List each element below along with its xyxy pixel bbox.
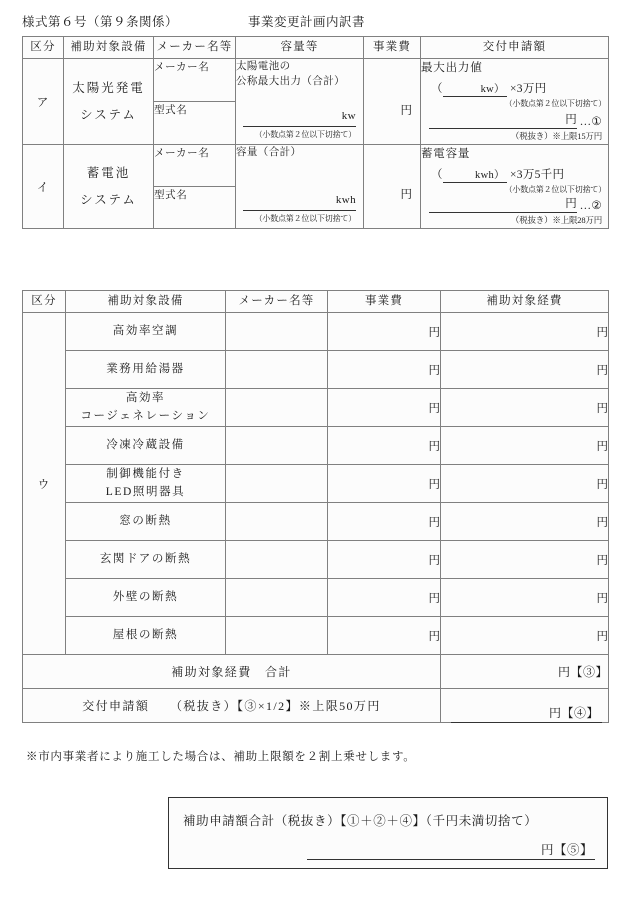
grant-input-battery[interactable]: kwh） — [443, 167, 507, 183]
grant-title-battery: 蓄電容量 — [421, 148, 471, 160]
summary-value-total-eligible[interactable]: 円【③】 — [441, 655, 609, 689]
equipment-name — [66, 503, 226, 541]
project-cost-field[interactable]: 円 — [328, 541, 441, 579]
equipment-name — [66, 389, 226, 427]
equipment-table-1 — [22, 36, 609, 229]
table-row — [23, 541, 609, 579]
table1-header-row — [23, 37, 609, 59]
grant-calc-suffix: ×3万5千円 — [510, 169, 565, 181]
capacity-input-battery[interactable] — [243, 193, 356, 211]
eligible-cost-field[interactable]: 円 — [441, 579, 609, 617]
equipment-name-line2: システム — [80, 192, 137, 207]
project-cost-field[interactable]: 円 — [328, 579, 441, 617]
eligible-cost-field[interactable]: 円 — [441, 351, 609, 389]
table-row-solar — [23, 59, 609, 102]
eligible-cost-field[interactable]: 円 — [441, 427, 609, 465]
grant-cell-battery[interactable] — [421, 145, 609, 229]
capacity-unit: kw — [341, 110, 356, 123]
table-row — [23, 579, 609, 617]
maker-field[interactable] — [226, 541, 328, 579]
maker-field[interactable] — [226, 427, 328, 465]
header-project-cost: 事業費 — [364, 37, 421, 59]
equipment-name-line1: 窓の断熱 — [119, 514, 172, 527]
capacity-input-solar[interactable] — [243, 109, 356, 127]
maker-field-solar[interactable] — [154, 59, 236, 102]
summary-value-grant-request[interactable] — [441, 689, 609, 723]
equipment-name-line1: 高効率 — [125, 392, 166, 405]
capacity-label-line2: 公称最大出力（合計） — [236, 76, 345, 88]
grant-input-solar[interactable]: kw） — [443, 81, 507, 97]
maker-field[interactable] — [226, 579, 328, 617]
capacity-cell-battery[interactable] — [236, 145, 364, 229]
table-row — [23, 351, 609, 389]
project-cost-field[interactable]: 円 — [328, 427, 441, 465]
header-grant-amount: 交付申請額 — [421, 37, 609, 59]
eligible-cost-field[interactable]: 円 — [441, 389, 609, 427]
summary-label-total-eligible: 補助対象経費 合計 — [23, 655, 441, 689]
grant-calc-prefix: （ — [431, 83, 443, 95]
header-maker: メーカー名等 — [154, 37, 236, 59]
page-title: 事業変更計画内訳書 — [248, 15, 366, 29]
model-field-solar[interactable] — [154, 102, 236, 145]
equipment-name — [66, 541, 226, 579]
grant-tax-note-battery: （税抜き）※上限28万円 — [510, 215, 602, 225]
header-capacity: 容量等 — [236, 37, 364, 59]
grant-total-input-battery[interactable] — [429, 195, 577, 213]
grant-request-input[interactable]: 円【④】 — [451, 704, 602, 723]
project-cost-unit: 円 — [400, 105, 412, 117]
table-row — [23, 465, 609, 503]
eligible-cost-field[interactable]: 円 — [441, 465, 609, 503]
capacity-cell-solar[interactable] — [236, 59, 364, 145]
grant-calc-suffix: ×3万円 — [510, 83, 547, 95]
equipment-name-line1: 玄関ドアの断熱 — [99, 552, 192, 565]
maker-field[interactable] — [226, 351, 328, 389]
capacity-label-line1: 容量（合計） — [236, 147, 302, 158]
model-label: 型式名 — [154, 190, 188, 201]
equipment-name-line2: システム — [80, 107, 137, 122]
header-equipment: 補助対象設備 — [66, 291, 226, 313]
equipment-name-line1: 太陽光発電 — [72, 81, 145, 96]
total-application-box — [168, 797, 608, 869]
project-cost-field[interactable]: 円 — [328, 503, 441, 541]
header-equipment: 補助対象設備 — [64, 37, 154, 59]
project-cost-cell-solar[interactable] — [364, 59, 421, 145]
maker-label: メーカー名 — [154, 62, 210, 73]
equipment-name — [66, 579, 226, 617]
table-row — [23, 313, 609, 351]
equipment-name-line1: 蓄電池 — [86, 166, 131, 181]
eligible-cost-field[interactable]: 円 — [441, 503, 609, 541]
capacity-note: （小数点第２位以下切捨て） — [254, 214, 356, 224]
grant-marker-battery: …② — [579, 200, 602, 212]
eligible-cost-field[interactable]: 円 — [441, 313, 609, 351]
equipment-table-2 — [22, 290, 609, 723]
table2-header-row — [23, 291, 609, 313]
equipment-name — [66, 617, 226, 655]
summary-label-grant-request: 交付申請額 （税抜き）【③×1/2】※上限50万円 — [23, 689, 441, 723]
header-eligible-cost: 補助対象経費 — [441, 291, 609, 313]
equipment-name-line1: 業務用給湯器 — [106, 362, 185, 375]
project-cost-field[interactable]: 円 — [328, 389, 441, 427]
maker-field[interactable] — [226, 503, 328, 541]
table-row — [23, 617, 609, 655]
grant-tax-note-solar: （税抜き）※上限15万円 — [510, 131, 602, 141]
row-equipment-solar — [64, 59, 154, 145]
equipment-name-line1: 外壁の断熱 — [112, 590, 179, 603]
table-row — [23, 503, 609, 541]
total-application-label: 補助申請額合計（税抜き）【①＋②＋④】（千円未満切捨て） — [183, 814, 538, 828]
summary-row-total-eligible — [23, 655, 609, 689]
capacity-label-line1: 太陽電池の — [236, 61, 291, 72]
equipment-name-line2: コージェネレーション — [80, 409, 211, 422]
grant-total-unit: 円 — [565, 198, 577, 210]
table-row-battery — [23, 145, 609, 187]
grant-calc-note-solar: （小数点第２位以下切捨て） — [504, 99, 606, 108]
maker-field[interactable] — [226, 313, 328, 351]
maker-field[interactable] — [226, 389, 328, 427]
header-kubun: 区分 — [23, 291, 66, 313]
maker-field[interactable] — [226, 465, 328, 503]
grant-calc-prefix: （ — [431, 169, 443, 181]
project-cost-cell-battery[interactable] — [364, 145, 421, 229]
maker-field[interactable] — [226, 617, 328, 655]
equipment-name — [66, 351, 226, 389]
project-cost-field[interactable]: 円 — [328, 465, 441, 503]
maker-label: メーカー名 — [154, 148, 210, 159]
grant-total-input-solar[interactable] — [429, 111, 577, 129]
total-application-input[interactable]: 円【⑤】 — [307, 840, 595, 860]
grant-title-solar: 最大出力値 — [421, 62, 483, 74]
equipment-name-line1: 屋根の断熱 — [112, 628, 179, 641]
grant-calc-battery[interactable] — [431, 166, 608, 183]
equipment-name — [66, 465, 226, 503]
equipment-name-line1: 制御機能付き — [106, 468, 185, 481]
grant-calc-solar[interactable] — [431, 80, 608, 97]
document-header — [22, 12, 608, 34]
grant-total-unit: 円 — [565, 114, 577, 126]
grant-cell-solar[interactable] — [421, 59, 609, 145]
header-kubun: 区分 — [23, 37, 64, 59]
maker-field-battery[interactable] — [154, 145, 236, 187]
row-kubun-a: ア — [23, 59, 64, 145]
grant-marker-solar: …① — [579, 116, 602, 128]
capacity-note: （小数点第２位以下切捨て） — [254, 130, 356, 140]
row-equipment-battery — [64, 145, 154, 229]
eligible-cost-field[interactable]: 円 — [441, 541, 609, 579]
grant-calc-note-battery: （小数点第２位以下切捨て） — [504, 185, 606, 194]
equipment-name — [66, 427, 226, 465]
equipment-name-line1: 高効率空調 — [112, 324, 179, 337]
model-label: 型式名 — [154, 105, 188, 116]
equipment-name-line1: 冷凍冷蔵設備 — [106, 438, 185, 451]
form-number: 様式第６号（第９条関係） — [22, 15, 179, 29]
model-field-battery[interactable] — [154, 187, 236, 229]
equipment-name — [66, 313, 226, 351]
table-row — [23, 389, 609, 427]
row-kubun-u: ウ — [23, 313, 66, 655]
project-cost-field[interactable]: 円 — [328, 351, 441, 389]
header-project-cost: 事業費 — [328, 291, 441, 313]
eligible-cost-field[interactable]: 円 — [441, 617, 609, 655]
summary-row-grant-request — [23, 689, 609, 723]
project-cost-unit: 円 — [400, 189, 412, 201]
project-cost-field[interactable]: 円 — [328, 313, 441, 351]
capacity-unit: kwh — [335, 194, 356, 207]
row-kubun-i: イ — [23, 145, 64, 229]
table-row — [23, 427, 609, 465]
project-cost-field[interactable]: 円 — [328, 617, 441, 655]
header-maker: メーカー名等 — [226, 291, 328, 313]
equipment-name-line2: LED照明器具 — [105, 485, 186, 498]
footnote: ※市内事業者により施工した場合は、補助上限額を２割上乗せします。 — [26, 751, 416, 763]
